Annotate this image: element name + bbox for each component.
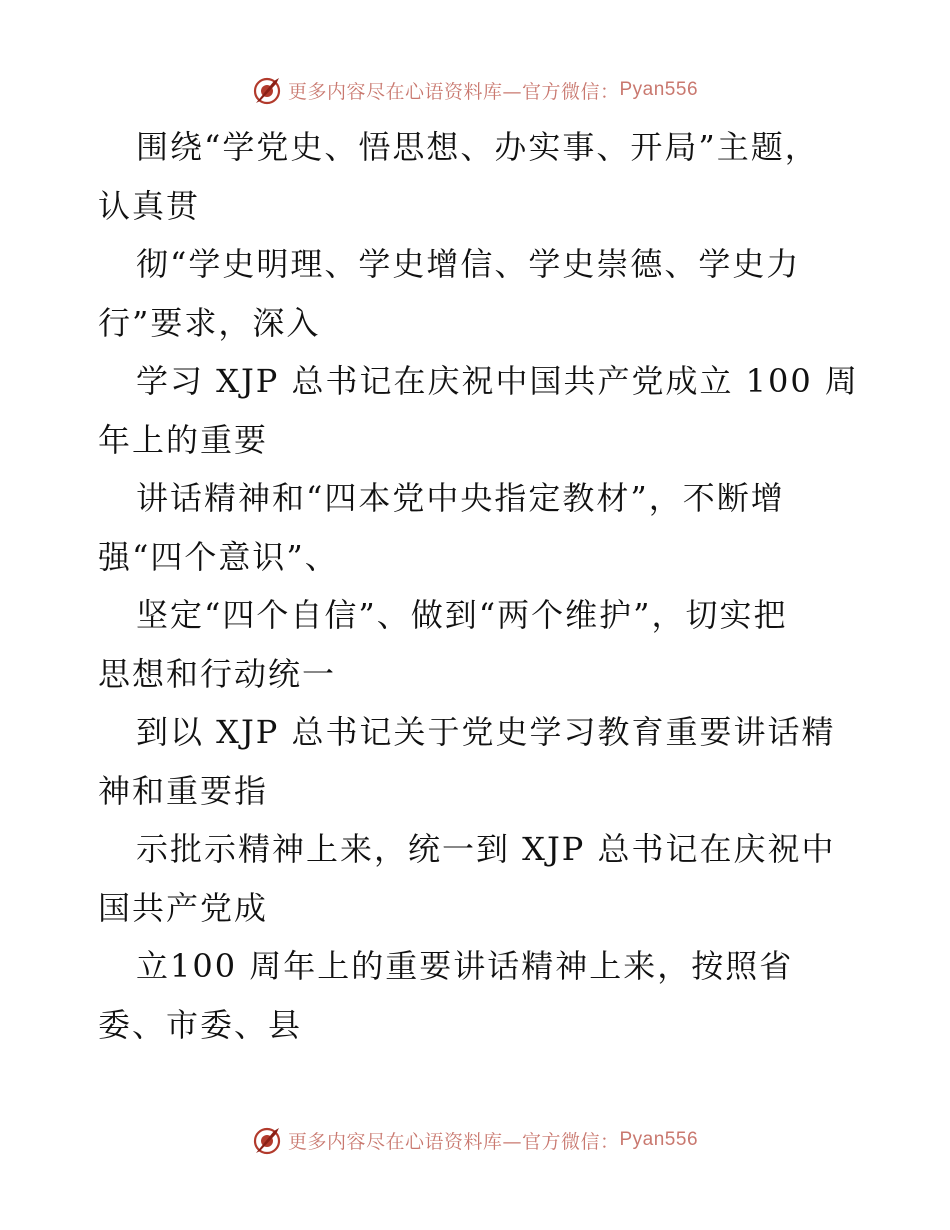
text-line: 学习 XJP 总书记在庆祝中国共产党成立 100 周 — [136, 362, 859, 400]
text-line: 国共产党成 — [98, 888, 269, 927]
document-body — [98, 118, 858, 1054]
text-line: 坚定“四个自信”、做到“两个维护”，切实把 — [136, 596, 788, 634]
quill-seal-icon — [252, 1125, 282, 1155]
footer-watermark — [0, 1120, 950, 1160]
text-line: 强“四个意识”、 — [98, 537, 339, 576]
watermark-text: 更多内容尽在心语资料库—官方微信： — [287, 1130, 620, 1153]
quill-seal-icon — [252, 75, 282, 105]
header-watermark — [0, 70, 950, 110]
text-line: 行”要求，深入 — [98, 303, 321, 342]
text-line: 立100 周年上的重要讲话精神上来，按照省 — [136, 947, 794, 985]
watermark-wechat-id: Pyan556 — [619, 1129, 699, 1150]
text-line: 围绕“学党史、悟思想、办实事、开局”主题， — [136, 128, 819, 166]
text-line: 讲话精神和“四本党中央指定教材”，不断增 — [136, 479, 785, 517]
text-line: 神和重要指 — [98, 771, 269, 810]
text-line: 思想和行动统一 — [98, 654, 337, 693]
text-line: 认真贯 — [98, 186, 201, 225]
text-line: 彻“学史明理、学史增信、学史崇德、学史力 — [136, 245, 801, 283]
text-line: 示批示精神上来，统一到 XJP 总书记在庆祝中 — [136, 830, 836, 868]
text-line: 委、市委、县 — [98, 1005, 303, 1044]
watermark-wechat-id: Pyan556 — [619, 79, 699, 100]
text-line: 到以 XJP 总书记关于党史学习教育重要讲话精 — [136, 713, 836, 751]
text-line: 年上的重要 — [98, 420, 269, 459]
watermark-text: 更多内容尽在心语资料库—官方微信： — [287, 80, 620, 103]
